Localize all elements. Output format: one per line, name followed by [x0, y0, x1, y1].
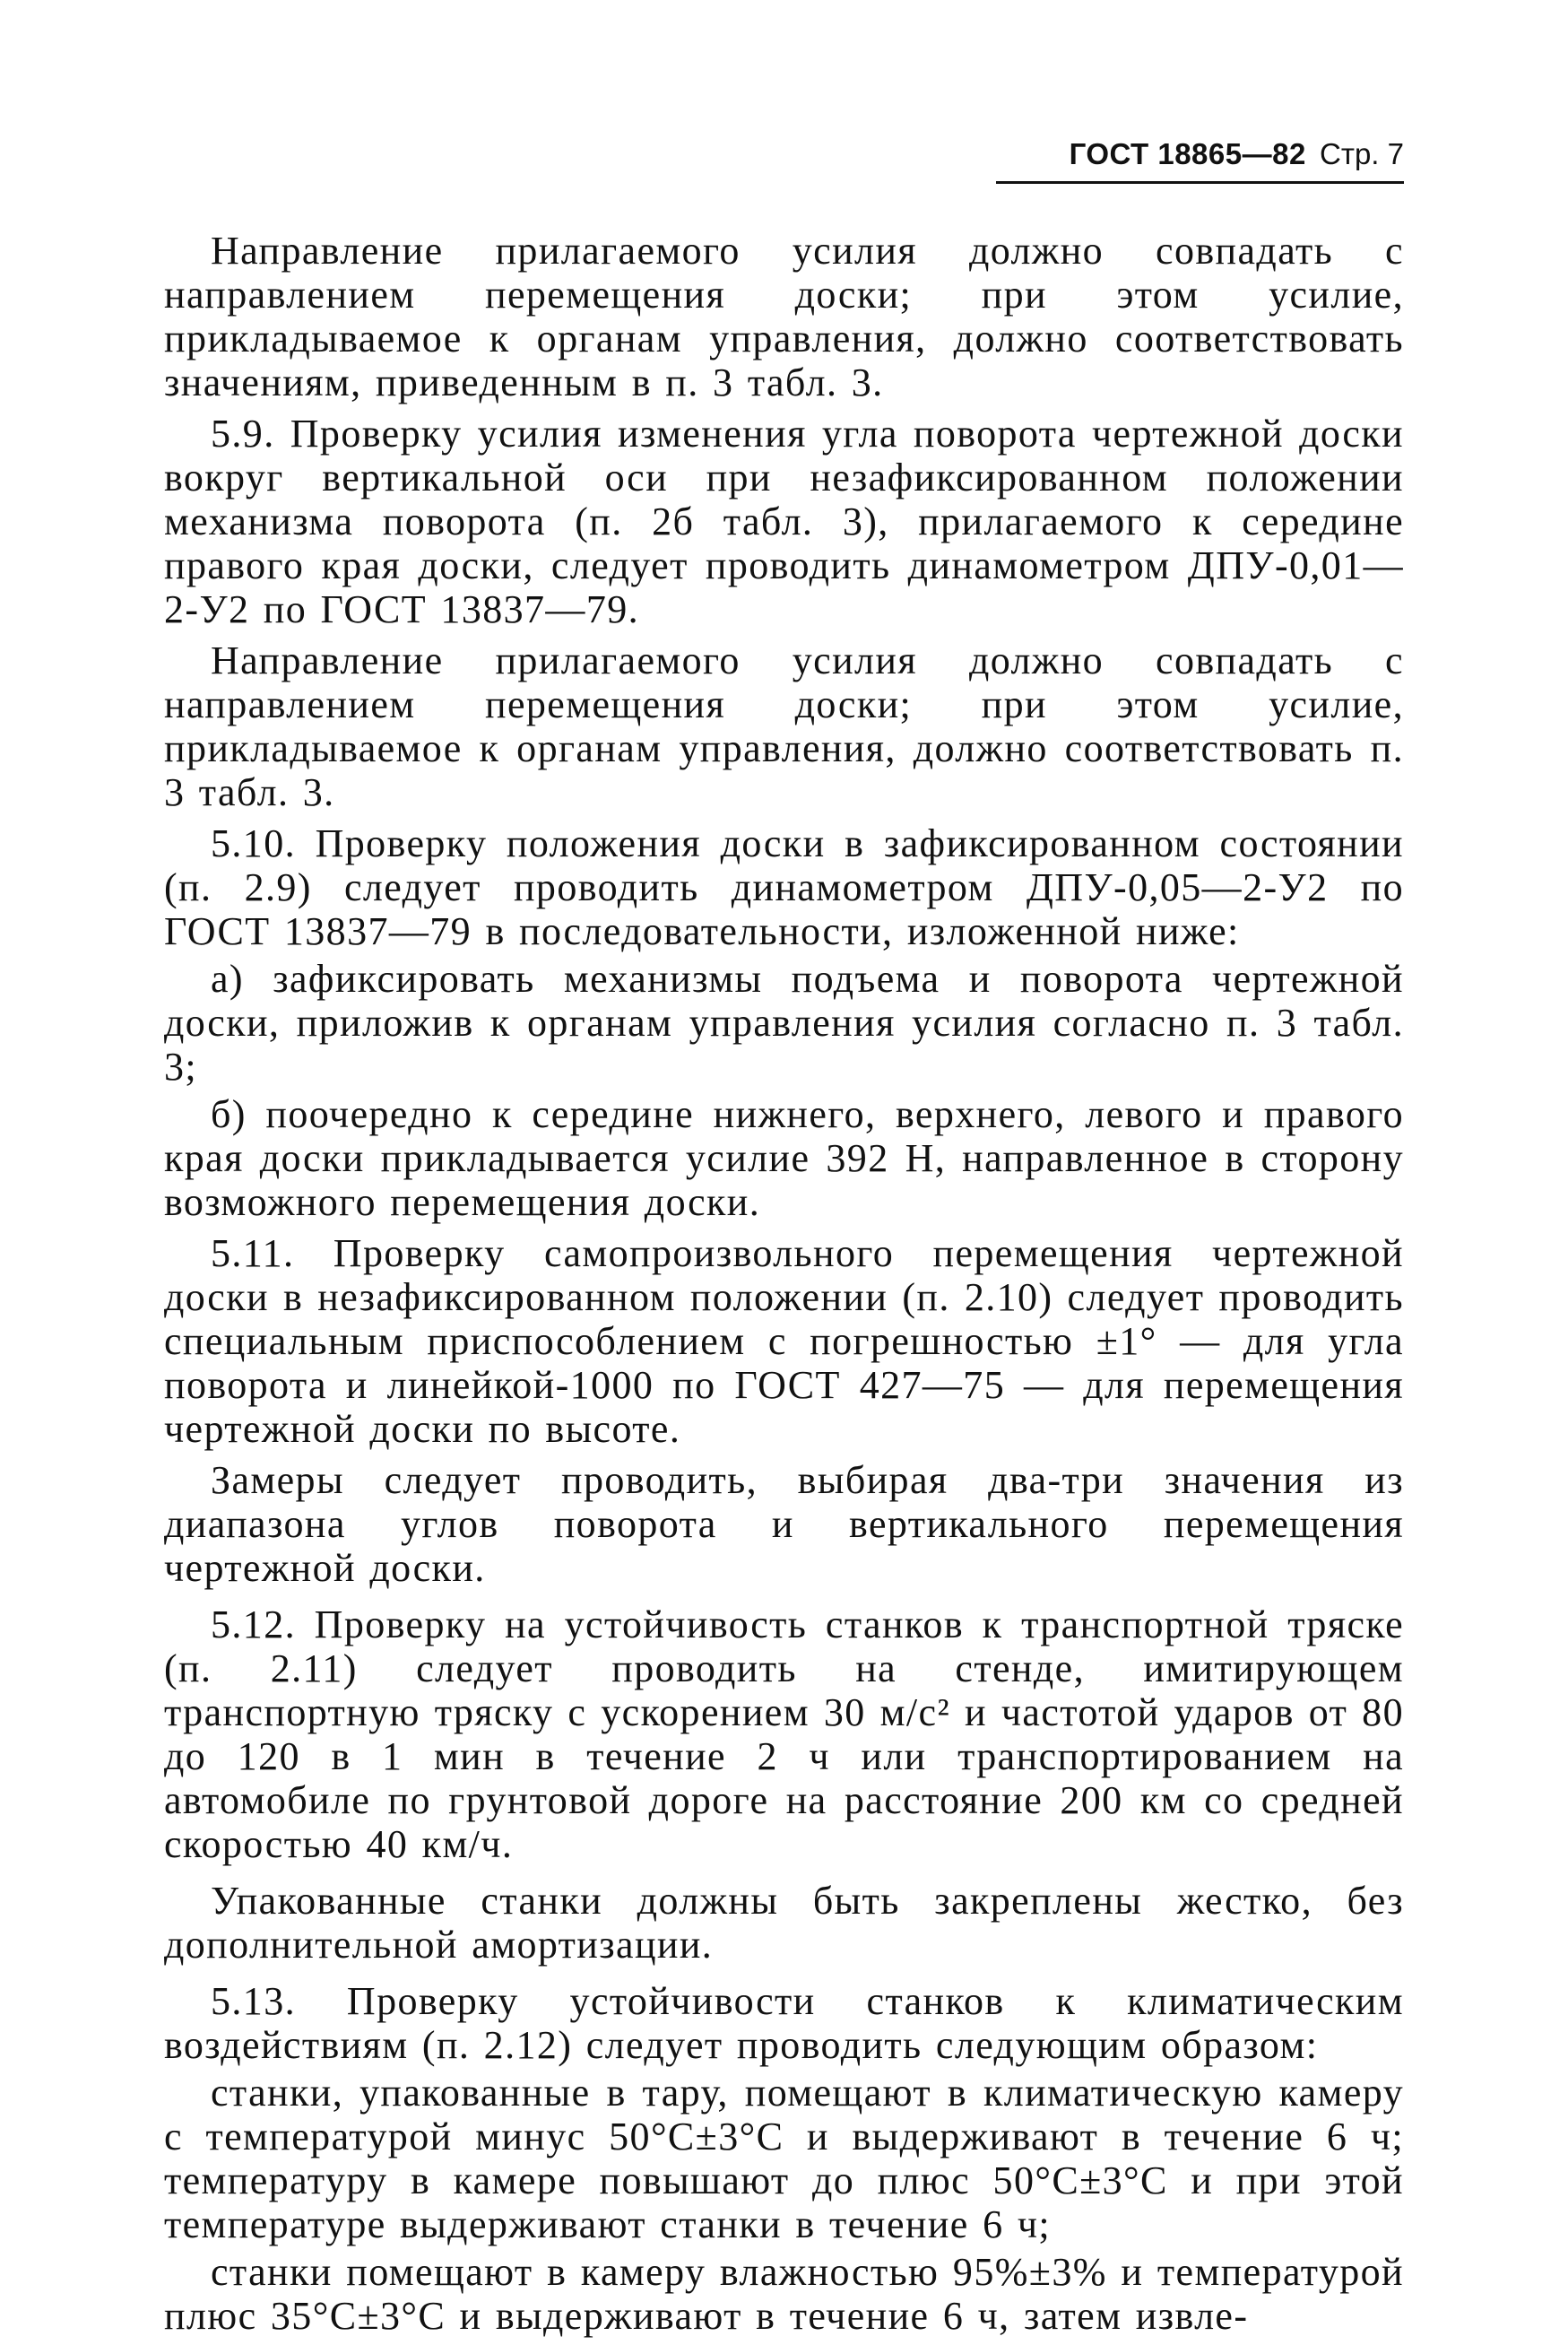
paragraph: станки, упакованные в тару, помещают в климатическую камеру с температурой минус 50°С±3°С и выдерживают в течение 6 ч; температуру в камере повышают до плюс 50°С±3°С и при этой температуре выдерживают станки в течение 6 ч; [164, 2071, 1404, 2246]
paragraph: станки помещают в камеру влажностью 95%±3% и температурой плюс 35°С±3°С и выдерживают в течение 6 ч, затем извле- [164, 2250, 1404, 2338]
page-header [992, 135, 1404, 174]
paragraph: Направление прилагаемого усилия должно совпадать с направлением перемещения доски; при этом усилие, прикладываемое к органам управления, должно соответствовать п. 3 табл. 3. [164, 638, 1404, 814]
paragraph-clause-5-10: 5.10. Проверку положения доски в зафиксированном состоянии (п. 2.9) следует проводить динамометром ДПУ-0,05—2-У2 по ГОСТ 13837—79 в последовательности, изложенной ниже: [164, 821, 1404, 953]
paragraph: Замеры следует проводить, выбирая два-три значения из диапазона углов поворота и вертикального перемещения чертежной доски. [164, 1458, 1404, 1590]
header-rule [996, 181, 1404, 184]
paragraph-clause-5-11: 5.11. Проверку самопроизвольного перемещения чертежной доски в незафиксированном положении (п. 2.10) следует проводить специальным приспособлением с погрешностью ±1° — для угла поворота и линейкой-1000 по ГОСТ 427—75 — для перемещения чертежной доски по высоте. [164, 1231, 1404, 1451]
paragraph-clause-5-12: 5.12. Проверку на устойчивость станков к транспортной тряске (п. 2.11) следует проводить на стенде, имитирующем транспортную тряску с ускорением 30 м/с² и частотой ударов от 80 до 120 в 1 мин в течение 2 ч или транспортированием на автомобиле по грунтовой дороге на расстояние 200 км со средней скоростью 40 км/ч. [164, 1602, 1404, 1866]
page-number: Стр. 7 [1320, 137, 1404, 170]
paragraph-clause-5-13: 5.13. Проверку устойчивости станков к климатическим воздействиям (п. 2.12) следует проводить следующим образом: [164, 1979, 1404, 2067]
list-item-a: а) зафиксировать механизмы подъема и поворота чертежной доски, приложив к органам управления усилия согласно п. 3 табл. 3; [164, 957, 1404, 1089]
paragraph: Направление прилагаемого усилия должно совпадать с направлением перемещения доски; при этом усилие, прикладываемое к органам управления, должно соответствовать значениям, приведенным в п. 3 табл. 3. [164, 229, 1404, 404]
paragraph-clause-5-9: 5.9. Проверку усилия изменения угла поворота чертежной доски вокруг вертикальной оси при незафиксированном положении механизма поворота (п. 2б табл. 3), прилагаемого к середине правого края доски, следует проводить динамометром ДПУ-0,01—2-У2 по ГОСТ 13837—79. [164, 412, 1404, 631]
document-body [164, 229, 1404, 2345]
standard-number: ГОСТ 18865—82 [1069, 137, 1306, 170]
list-item-b: б) поочередно к середине нижнего, верхнего, левого и правого края доски прикладывается усилие 392 Н, направленное в сторону возможного перемещения доски. [164, 1092, 1404, 1224]
paragraph: Упакованные станки должны быть закреплены жестко, без дополнительной амортизации. [164, 1879, 1404, 1967]
